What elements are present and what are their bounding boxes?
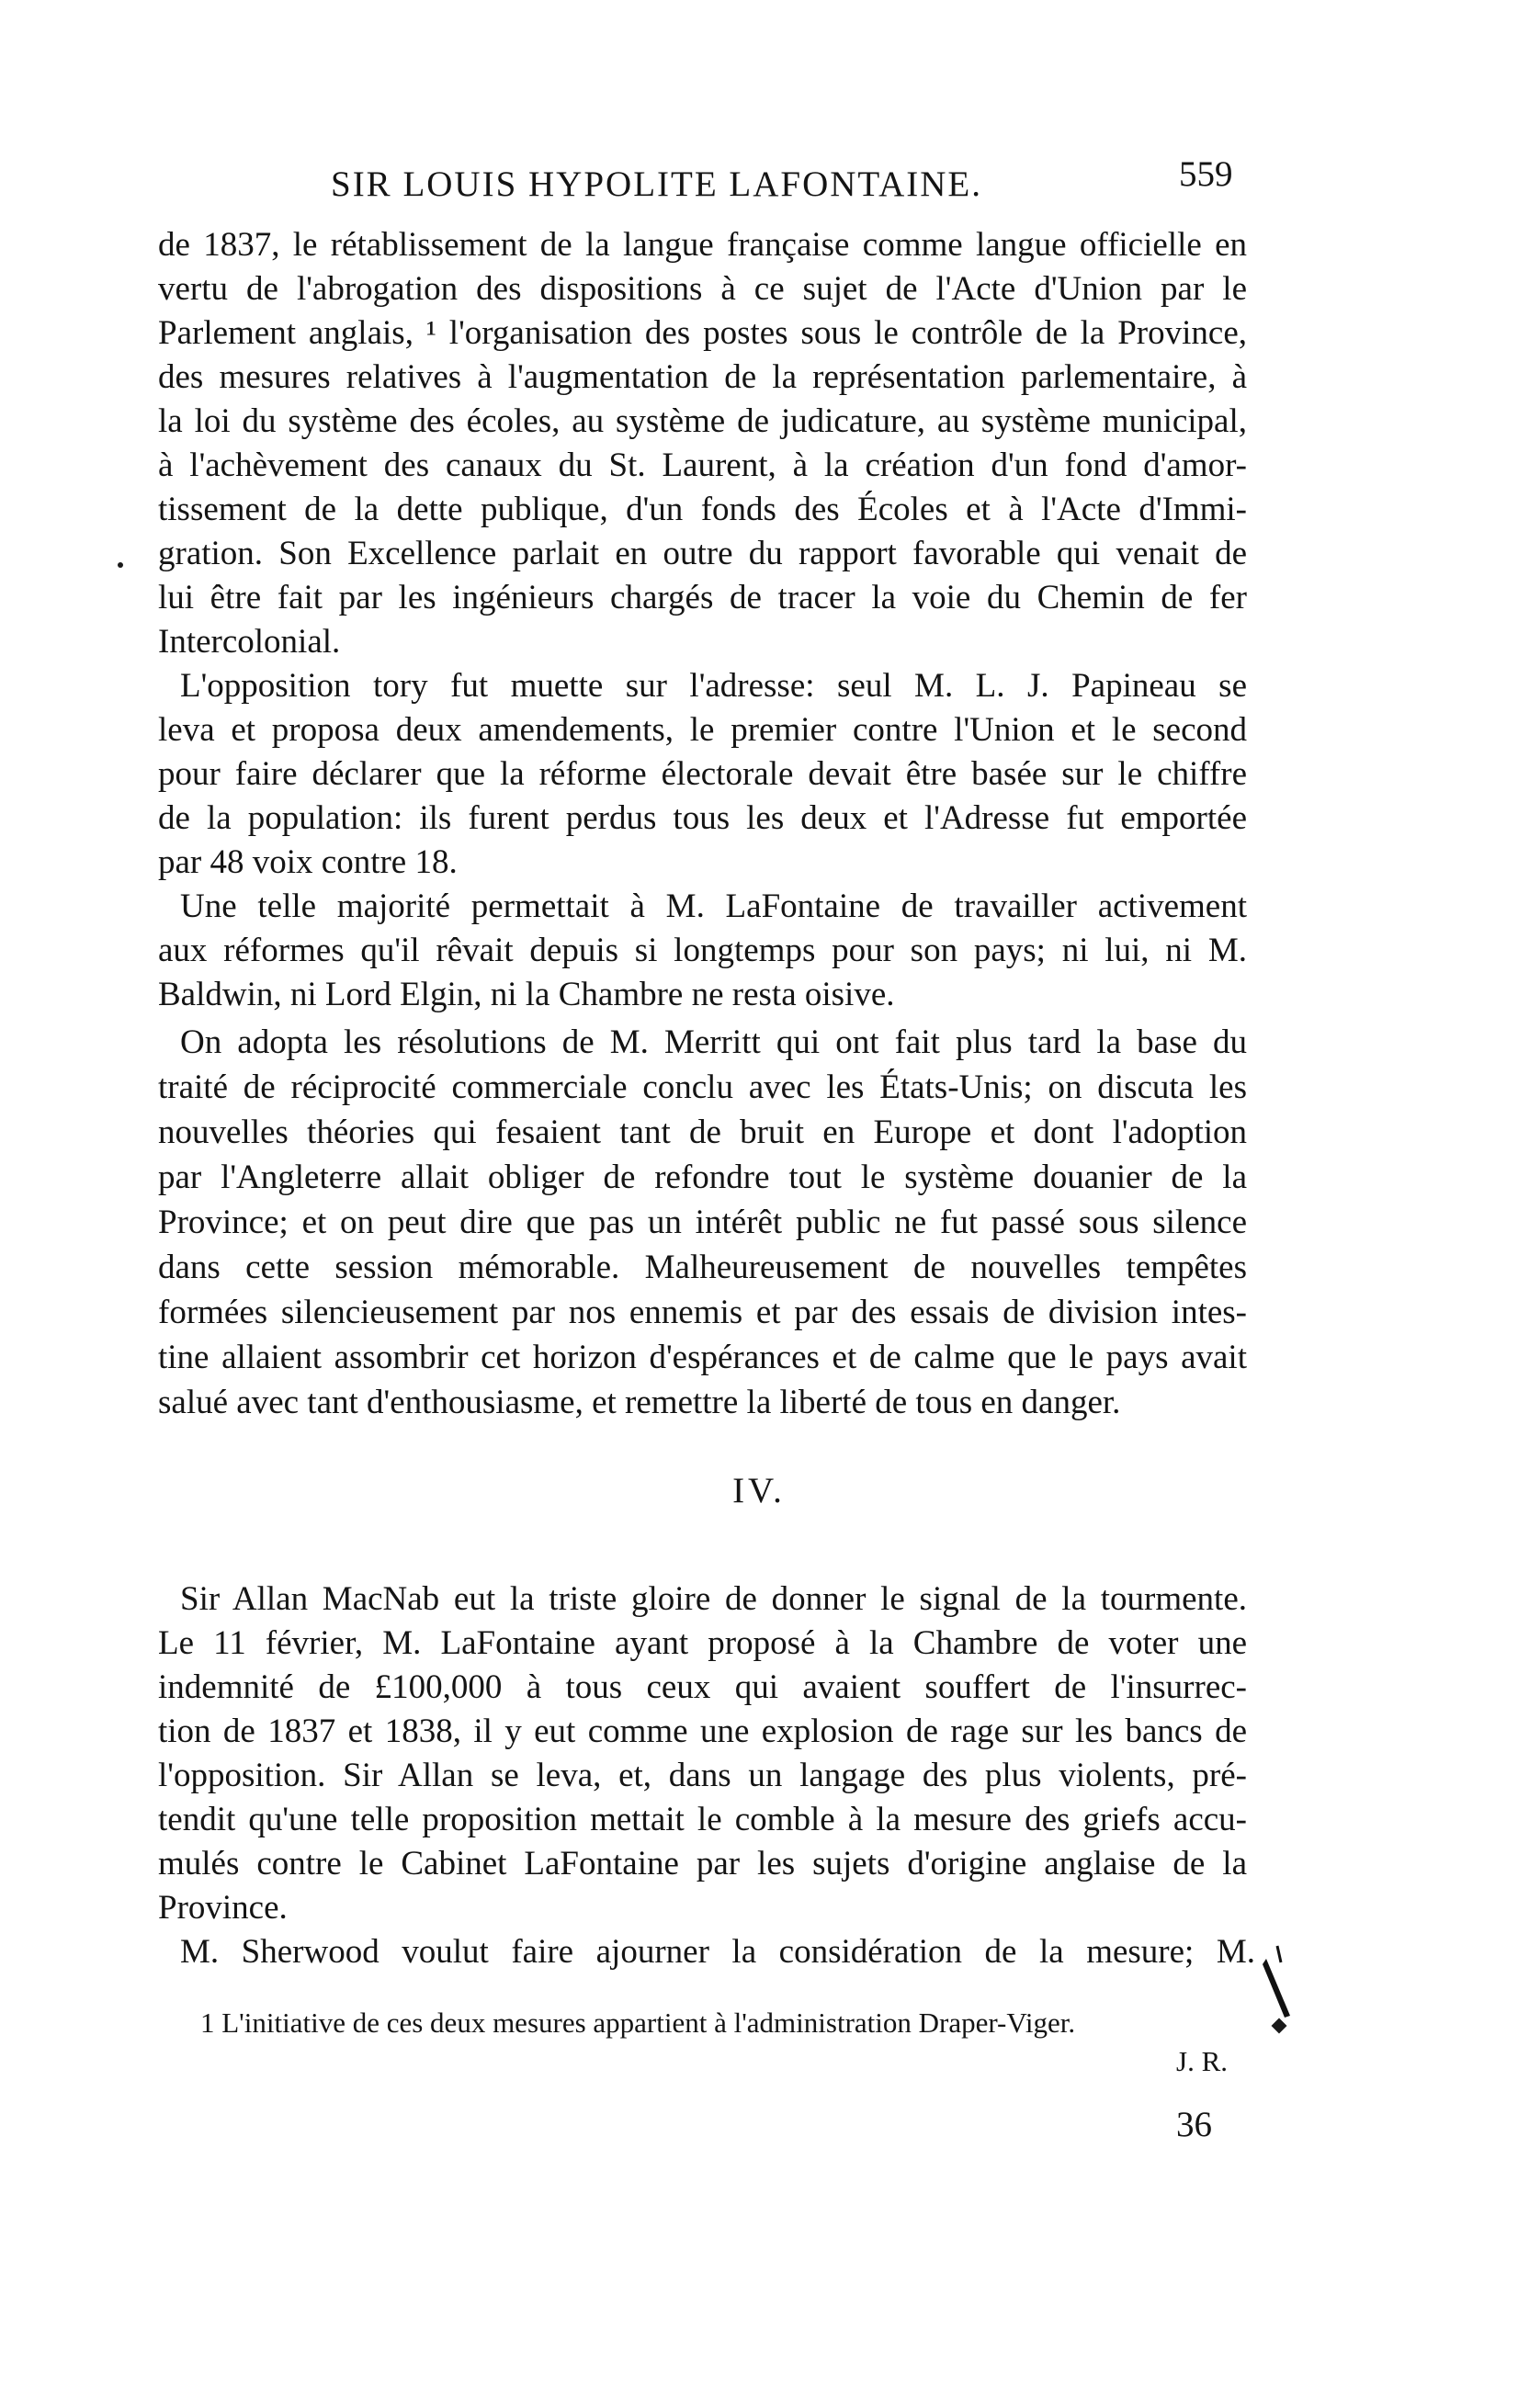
text-line: l'opposition. Sir Allan se leva, et, dans un langage des plus violents, pré- xyxy=(158,1757,1247,1794)
text-line: Baldwin, ni Lord Elgin, ni la Chambre ne resta oisive. xyxy=(158,976,895,1013)
text-line: mulés contre le Cabinet LaFontaine par les sujets d'origine anglaise de la xyxy=(158,1845,1247,1882)
text-line: On adopta les résolutions de M. Merritt qui ont fait plus tard la base du xyxy=(180,1023,1247,1061)
text-line: traité de réciprocité commerciale conclu avec les États-Unis; on discuta les xyxy=(158,1068,1247,1106)
text-line: par 48 voix contre 18. xyxy=(158,843,458,881)
text-line: aux réformes qu'il rêvait depuis si longtemps pour son pays; ni lui, ni M. xyxy=(158,932,1247,969)
text-line: lui être fait par les ingénieurs chargés de tracer la voie du Chemin de fer xyxy=(158,579,1247,616)
text-line: Le 11 février, M. LaFontaine ayant proposé à la Chambre de voter une xyxy=(158,1624,1247,1662)
text-line: pour faire déclarer que la réforme électorale devait être basée sur le chiffre xyxy=(158,755,1247,793)
page-number: 559 xyxy=(1179,154,1233,194)
running-title: SIR LOUIS HYPOLITE LAFONTAINE. xyxy=(331,164,983,204)
text-line: Province; et on peut dire que pas un intérêt public ne fut passé sous silence xyxy=(158,1204,1247,1241)
text-line: tendit qu'une telle proposition mettait le comble à la mesure des griefs accu- xyxy=(158,1801,1247,1838)
text-line: Sir Allan MacNab eut la triste gloire de donner le signal de la tourmente. xyxy=(180,1580,1247,1618)
text-line: M. Sherwood voulut faire ajourner la considération de la mesure; M. xyxy=(180,1933,1255,1971)
text-line: L'opposition tory fut muette sur l'adresse: seul M. L. J. Papineau se xyxy=(180,667,1247,705)
ink-stroke-mark xyxy=(1250,1939,1305,2030)
text-line: indemnité de £100,000 à tous ceux qui avaient souffert de l'insurrec- xyxy=(158,1668,1247,1706)
text-line: par l'Angleterre allait obliger de refondre tout le système douanier de la xyxy=(158,1159,1247,1196)
margin-dot xyxy=(118,562,123,568)
text-line: tine allaient assombrir cet horizon d'espérances et de calme que le pays avait xyxy=(158,1339,1247,1376)
text-line: tion de 1837 et 1838, il y eut comme une explosion de rage sur les bancs de xyxy=(158,1713,1247,1750)
text-line: formées silencieusement par nos ennemis et par des essais de division intes- xyxy=(158,1294,1247,1331)
text-line: de la population: ils furent perdus tous les deux et l'Adresse fut emportée xyxy=(158,799,1247,837)
footnote: 1 L'initiative de ces deux mesures appartient à l'administration Draper-Viger. xyxy=(200,2007,1076,2039)
text-line: leva et proposa deux amendements, le premier contre l'Union et le second xyxy=(158,711,1247,749)
footnote-signature: J. R. xyxy=(1176,2045,1228,2077)
text-line: à l'achèvement des canaux du St. Laurent, à la création d'un fond d'amor- xyxy=(158,447,1247,484)
text-line: Province. xyxy=(158,1889,288,1927)
text-line: dans cette session mémorable. Malheureusement de nouvelles tempêtes xyxy=(158,1249,1247,1286)
text-line: gration. Son Excellence parlait en outre du rapport favorable qui venait de xyxy=(158,535,1247,572)
text-line: nouvelles théories qui fesaient tant de bruit en Europe et dont l'adoption xyxy=(158,1114,1247,1151)
text-line: la loi du système des écoles, au système de judicature, au système municipal, xyxy=(158,402,1247,440)
text-line: Parlement anglais, ¹ l'organisation des postes sous le contrôle de la Province, xyxy=(158,314,1247,352)
text-line: Intercolonial. xyxy=(158,623,341,661)
text-line: salué avec tant d'enthousiasme, et remettre la liberté de tous en danger. xyxy=(158,1384,1121,1421)
printer-signature-mark: 36 xyxy=(1176,2105,1212,2144)
text-line: de 1837, le rétablissement de la langue française comme langue officielle en xyxy=(158,226,1247,264)
text-line: des mesures relatives à l'augmentation de la représentation parlementaire, à xyxy=(158,358,1247,396)
text-line: vertu de l'abrogation des dispositions à ce sujet de l'Acte d'Union par le xyxy=(158,270,1247,308)
text-line: tissement de la dette publique, d'un fonds des Écoles et à l'Acte d'Immi- xyxy=(158,491,1247,528)
section-heading: IV. xyxy=(732,1471,786,1510)
text-line: Une telle majorité permettait à M. LaFontaine de travailler activement xyxy=(180,887,1247,925)
